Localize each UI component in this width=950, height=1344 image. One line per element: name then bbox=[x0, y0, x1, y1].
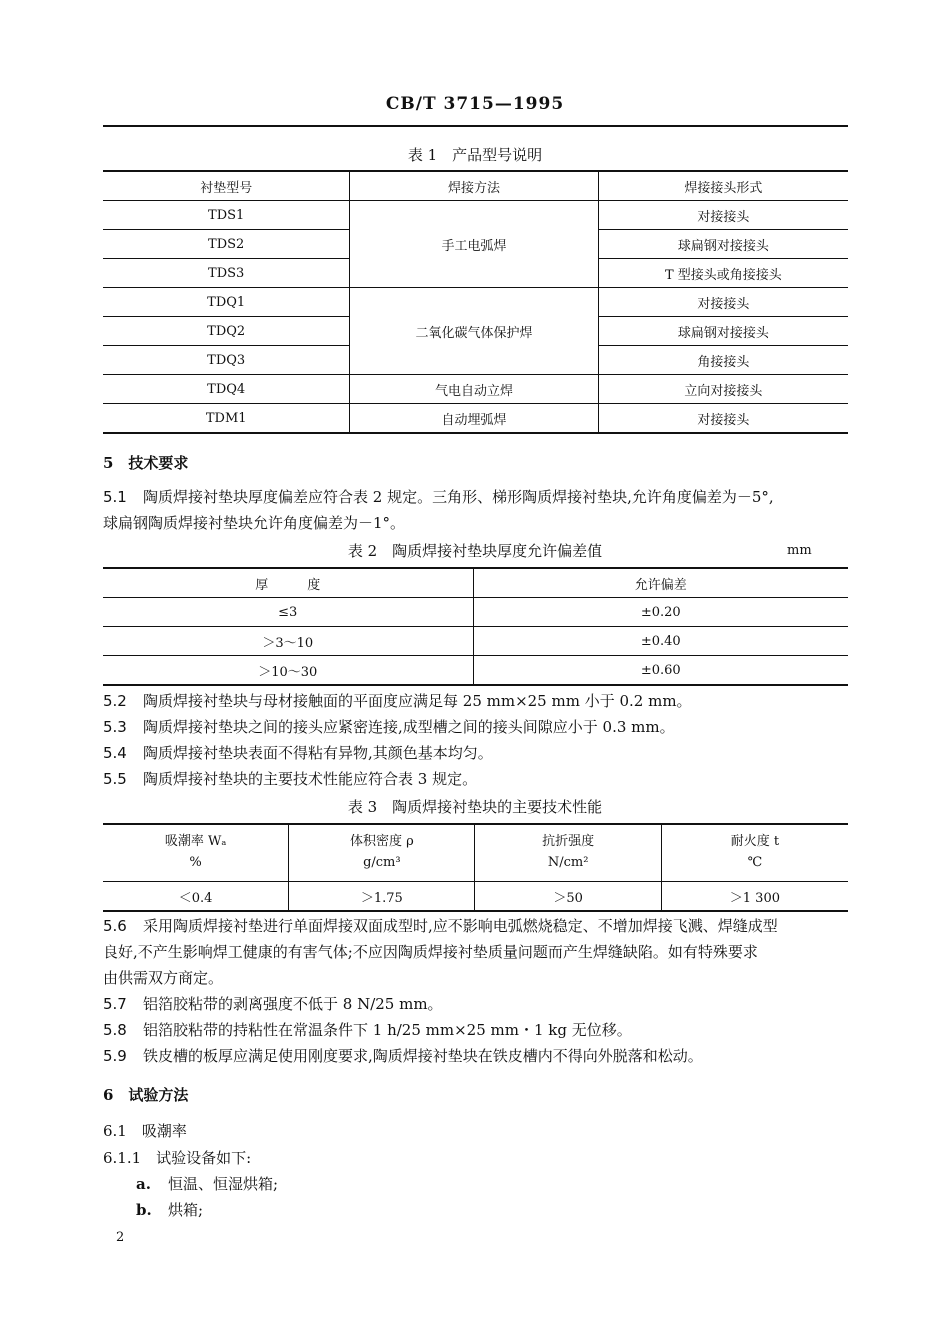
thickness-cell: ＞3～10 bbox=[103, 627, 473, 656]
thickness-cell: ＞10～30 bbox=[103, 656, 473, 686]
table-row bbox=[103, 627, 848, 656]
table-row bbox=[103, 404, 848, 434]
section5-heading: 5 技术要求 bbox=[103, 454, 189, 472]
header-unit: ℃ bbox=[747, 855, 763, 870]
list-item bbox=[136, 1197, 203, 1223]
header-rule bbox=[103, 125, 848, 127]
table2-header-cell: 允许偏差 bbox=[473, 568, 848, 598]
document-code-header: CB/T 3715—1995 bbox=[385, 94, 565, 114]
clause-number: 5.9 bbox=[103, 1047, 127, 1065]
value-cell: ＞1.75 bbox=[289, 882, 475, 912]
list-item-label: a. bbox=[136, 1175, 151, 1193]
paragraph-5-8 bbox=[103, 1017, 848, 1043]
table2-header-cell: 厚 度 bbox=[255, 577, 321, 593]
table-row bbox=[103, 375, 848, 404]
page-number: 2 bbox=[116, 1230, 125, 1245]
table3-header-cell bbox=[475, 824, 661, 882]
header-unit: N/cm² bbox=[547, 855, 589, 870]
header-unit: % bbox=[189, 855, 202, 870]
clause-number: 5.8 bbox=[103, 1021, 127, 1039]
table2-header-row bbox=[103, 568, 848, 598]
list-item-text: 烘箱; bbox=[168, 1201, 204, 1219]
header-label: 体积密度 ρ bbox=[349, 834, 414, 850]
paragraph-text: 铝箔胶粘带的剥离强度不低于 8 N/25 mm。 bbox=[143, 995, 443, 1013]
paragraph-text: 陶质焊接衬垫块厚度偏差应符合表 2 规定。三角形、梯形陶质焊接衬垫块,允许角度偏差为－5°, bbox=[143, 488, 774, 506]
table-row bbox=[103, 288, 848, 317]
table2-caption: 表 2 陶质焊接衬垫块厚度允许偏差值 bbox=[347, 542, 603, 560]
joint-cell: 球扁钢对接接头 bbox=[598, 317, 848, 346]
header-label: 抗折强度 bbox=[542, 834, 595, 850]
paragraphs-5-7-to-5-9 bbox=[103, 991, 848, 1069]
table1-header-cell: 焊接方法 bbox=[350, 171, 598, 201]
paragraph-text: 陶质焊接衬垫块之间的接头应紧密连接,成型槽之间的接头间隙应小于 0.3 mm。 bbox=[143, 718, 675, 736]
table1-header-row bbox=[103, 171, 848, 201]
paragraph-5-3 bbox=[103, 714, 848, 740]
clause-number: 5.2 bbox=[103, 692, 127, 710]
paragraph-text: 由供需双方商定。 bbox=[103, 969, 224, 987]
table2-thickness-tolerance bbox=[103, 567, 848, 686]
paragraph-text: 铝箔胶粘带的持粘性在常温条件下 1 h/25 mm×25 mm・1 kg 无位移。 bbox=[143, 1021, 632, 1039]
table3-caption: 表 3 陶质焊接衬垫块的主要技术性能 bbox=[347, 798, 603, 816]
table1-header-cell: 衬垫型号 bbox=[200, 180, 253, 196]
joint-cell: T 型接头或角接接头 bbox=[598, 259, 848, 288]
joint-cell: 球扁钢对接接头 bbox=[598, 230, 848, 259]
value-cell: ＞50 bbox=[475, 882, 661, 912]
paragraph-text: 陶质焊接衬垫块与母材接触面的平面度应满足每 25 mm×25 mm 小于 0.2 mm。 bbox=[143, 692, 692, 710]
tolerance-cell: ±0.20 bbox=[473, 598, 848, 627]
paragraph-5-2 bbox=[103, 688, 848, 714]
clause-number: 5.4 bbox=[103, 744, 127, 762]
table1-product-models bbox=[103, 170, 848, 434]
paragraph-text: 陶质焊接衬垫块的主要技术性能应符合表 3 规定。 bbox=[143, 770, 478, 788]
list-item-label: b. bbox=[136, 1201, 152, 1219]
paragraph-5-6 bbox=[103, 913, 848, 991]
joint-cell: 立向对接接头 bbox=[598, 375, 848, 404]
joint-cell: 对接接头 bbox=[598, 288, 848, 317]
paragraph-5-4 bbox=[103, 740, 848, 766]
table3-header-cell bbox=[661, 824, 848, 882]
paragraphs-5-2-to-5-5 bbox=[103, 688, 848, 792]
tolerance-cell: ±0.60 bbox=[473, 656, 848, 686]
model-cell: TDS1 bbox=[103, 201, 350, 230]
clause-number: 5.5 bbox=[103, 770, 127, 788]
value-cell: ＜0.4 bbox=[103, 882, 289, 912]
thickness-cell: ≤3 bbox=[103, 598, 473, 627]
model-cell: TDQ3 bbox=[103, 346, 350, 375]
table-row bbox=[103, 598, 848, 627]
table3-technical-performance bbox=[103, 823, 848, 912]
paragraph-text: 铁皮槽的板厚应满足使用刚度要求,陶质焊接衬垫块在铁皮槽内不得向外脱落和松动。 bbox=[143, 1047, 703, 1065]
method-cell: 自动埋弧焊 bbox=[350, 404, 598, 434]
subsection-6-1-1: 6.1.1 试验设备如下: bbox=[103, 1149, 252, 1167]
table1-caption: 表 1 产品型号说明 bbox=[407, 146, 543, 164]
table-row bbox=[103, 201, 848, 230]
value-cell: ＞1 300 bbox=[661, 882, 848, 912]
tolerance-cell: ±0.40 bbox=[473, 627, 848, 656]
method-cell: 气电自动立焊 bbox=[350, 375, 598, 404]
clause-number: 5.3 bbox=[103, 718, 127, 736]
table3-header-cell bbox=[289, 824, 475, 882]
joint-cell: 对接接头 bbox=[598, 201, 848, 230]
table3-header-row bbox=[103, 824, 848, 882]
table2-unit: mm bbox=[787, 543, 812, 558]
paragraph-5-7 bbox=[103, 991, 848, 1017]
paragraph-text: 球扁钢陶质焊接衬垫块允许角度偏差为－1°。 bbox=[103, 514, 406, 532]
table-row bbox=[103, 882, 848, 912]
paragraph-5-1 bbox=[103, 484, 848, 536]
model-cell: TDM1 bbox=[103, 404, 350, 434]
table-row bbox=[103, 656, 848, 686]
method-cell: 二氧化碳气体保护焊 bbox=[350, 288, 598, 375]
paragraph-text: 良好,不产生影响焊工健康的有害气体;不应因陶质焊接衬垫质量问题而产生焊缝缺陷。如有特殊要求 bbox=[103, 943, 758, 961]
list-item bbox=[136, 1171, 278, 1197]
paragraph-text: 采用陶质焊接衬垫进行单面焊接双面成型时,应不影响电弧燃烧稳定、不增加焊接飞溅、焊缝成型 bbox=[143, 917, 778, 935]
model-cell: TDQ2 bbox=[103, 317, 350, 346]
section6-heading: 6 试验方法 bbox=[103, 1086, 189, 1104]
joint-cell: 对接接头 bbox=[598, 404, 848, 434]
model-cell: TDS2 bbox=[103, 230, 350, 259]
table3-header-cell bbox=[103, 824, 289, 882]
paragraph-text: 陶质焊接衬垫块表面不得粘有异物,其颜色基本均匀。 bbox=[143, 744, 493, 762]
table1-header-cell: 焊接接头形式 bbox=[598, 171, 848, 201]
paragraph-5-9 bbox=[103, 1043, 848, 1069]
subsection-6-1: 6.1 吸潮率 bbox=[103, 1122, 187, 1140]
clause-number: 5.1 bbox=[103, 488, 127, 506]
method-cell: 手工电弧焊 bbox=[350, 201, 598, 288]
header-unit: g/cm³ bbox=[363, 855, 401, 870]
header-label: 耐火度 t bbox=[730, 834, 780, 850]
paragraph-5-5 bbox=[103, 766, 848, 792]
clause-number: 5.6 bbox=[103, 917, 127, 935]
model-cell: TDQ4 bbox=[103, 375, 350, 404]
list-item-text: 恒温、恒湿烘箱; bbox=[168, 1175, 279, 1193]
joint-cell: 角接接头 bbox=[598, 346, 848, 375]
model-cell: TDQ1 bbox=[103, 288, 350, 317]
clause-number: 5.7 bbox=[103, 995, 127, 1013]
model-cell: TDS3 bbox=[103, 259, 350, 288]
header-label: 吸潮率 Wₐ bbox=[164, 834, 227, 850]
